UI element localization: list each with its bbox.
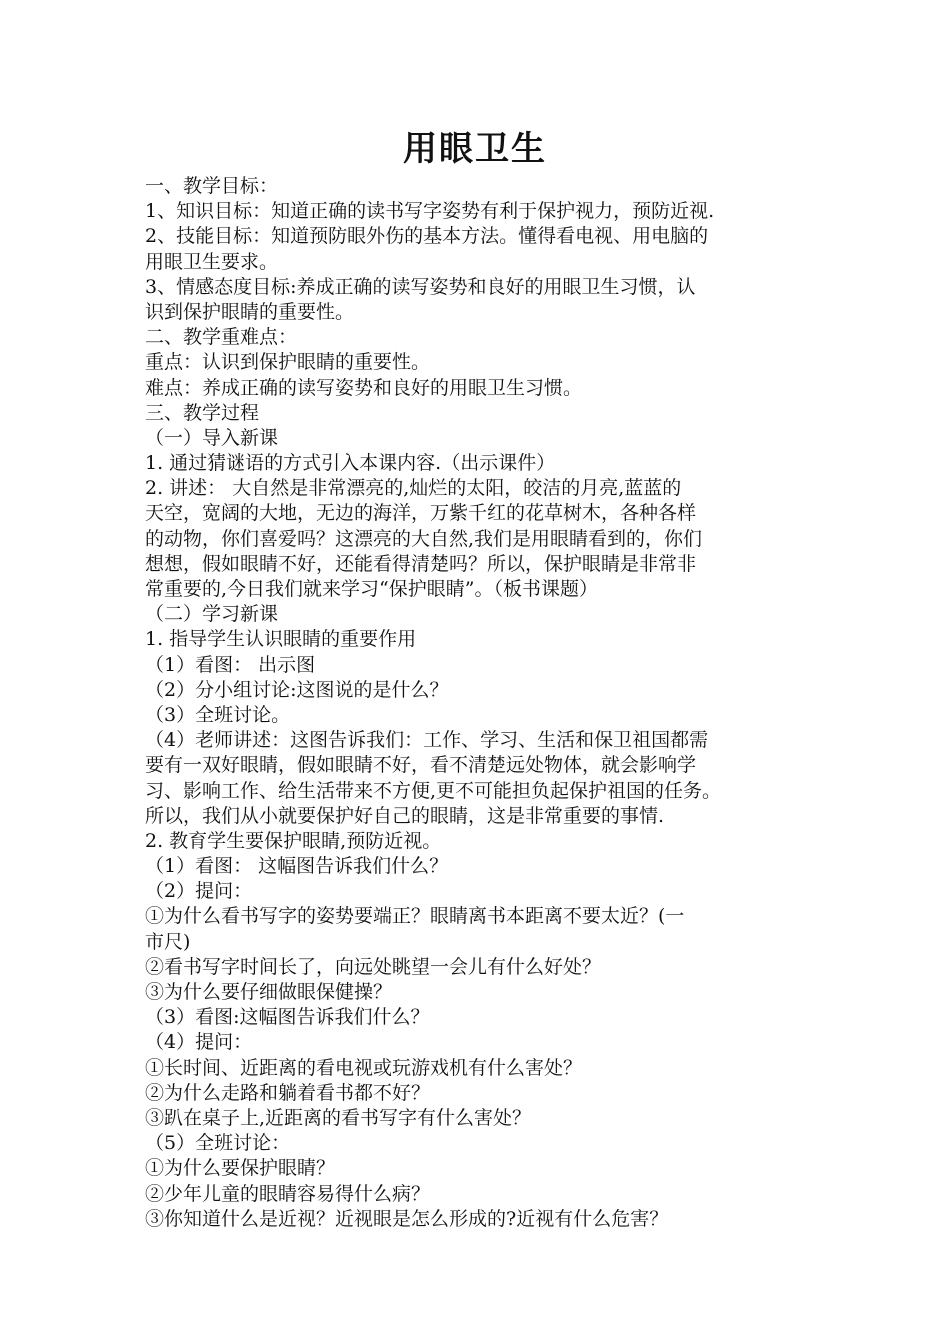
text-line: ②为什么走路和躺着看书都不好？	[145, 1081, 431, 1104]
text-line: 识到保护眼睛的重要性。	[145, 300, 355, 323]
text-line: 重点：认识到保护眼睛的重要性。	[145, 351, 431, 374]
text-line: （2）分小组讨论:这图说的是什么？	[145, 678, 449, 701]
text-line: 3、情感态度目标:养成正确的读写姿势和良好的用眼卫生习惯，认	[145, 275, 696, 298]
text-line: ③为什么要仔细做眼保健操？	[145, 981, 393, 1003]
text-line: 2. 教育学生要保护眼睛,预防近视。	[145, 829, 442, 852]
text-line: 1. 通过猜谜语的方式引入本课内容.（出示课件）	[145, 452, 556, 475]
text-line: 一、教学目标：	[145, 175, 279, 197]
text-line: （3）全班讨论。	[145, 703, 291, 726]
text-line: 1、知识目标：知道正确的读书写字姿势有利于保护视力，预防近视.	[145, 200, 715, 223]
text-line: （4）老师讲述：这图告诉我们：工作、学习、生活和保卫祖国都需	[145, 729, 709, 752]
text-line: ①长时间、近距离的看电视或玩游戏机有什么害处？	[145, 1056, 583, 1079]
text-line: 要有一双好眼睛，假如眼睛不好，看不清楚远处物体，就会影响学	[145, 754, 697, 777]
text-line: （一）导入新课	[145, 426, 279, 449]
text-line: 市尺)	[145, 930, 191, 953]
text-line: ②少年儿童的眼睛容易得什么病？	[145, 1182, 431, 1205]
text-line: 所以，我们从小就要保护好自己的眼睛，这是非常重要的事情.	[145, 804, 665, 827]
text-line: 用眼卫生要求。	[145, 250, 279, 273]
text-line: ③你知道什么是近视？近视眼是怎么形成的?近视有什么危害？	[145, 1207, 669, 1230]
text-line: （2）提问：	[145, 880, 253, 903]
document-body	[145, 174, 825, 1232]
text-line: 三、教学过程	[145, 401, 260, 424]
text-line: 1. 指导学生认识眼睛的重要作用	[145, 628, 417, 651]
text-line: （1）看图： 这幅图告诉我们什么？	[145, 855, 449, 878]
text-line: 的动物，你们喜爱吗？这漂亮的大自然,我们是用眼睛看到的，你们	[145, 527, 703, 550]
text-line: ①为什么要保护眼睛？	[145, 1157, 336, 1180]
text-line: （1）看图： 出示图	[145, 653, 316, 676]
text-line: （4）提问：	[145, 1031, 253, 1054]
text-line: 难点：养成正确的读写姿势和良好的用眼卫生习惯。	[145, 376, 583, 399]
text-line: 想想，假如眼睛不好，还能看得清楚吗？所以，保护眼睛是非常非	[145, 552, 697, 575]
text-line: （5）全班讨论：	[145, 1132, 291, 1155]
text-line: 2、技能目标：知道预防眼外伤的基本方法。懂得看电视、用电脑的	[145, 225, 709, 248]
document-title: 用眼卫生	[403, 129, 547, 169]
text-line: 二、教学重难点：	[145, 326, 298, 349]
text-line: （二）学习新课	[145, 603, 279, 626]
text-line: ①为什么看书写字的姿势要端正？眼睛离书本距离不要太近？(一	[145, 905, 685, 928]
text-line: ②看书写字时间长了，向远处眺望一会儿有什么好处？	[145, 955, 602, 978]
text-line: 习、影响工作、给生活带来不方便,更不可能担负起保护祖国的任务。	[145, 779, 722, 802]
text-line: 常重要的,今日我们就来学习“保护眼睛”。（板书课题）	[145, 578, 598, 600]
text-line: 天空，宽阔的大地，无边的海洋，万紫千红的花草树木，各种各样	[145, 502, 697, 525]
text-line: 2. 讲述： 大自然是非常漂亮的,灿烂的太阳，皎洁的月亮,蓝蓝的	[145, 477, 682, 500]
text-line: （3）看图:这幅图告诉我们什么？	[145, 1006, 430, 1029]
text-line: ③趴在桌子上,近距离的看书写字有什么害处？	[145, 1106, 532, 1129]
